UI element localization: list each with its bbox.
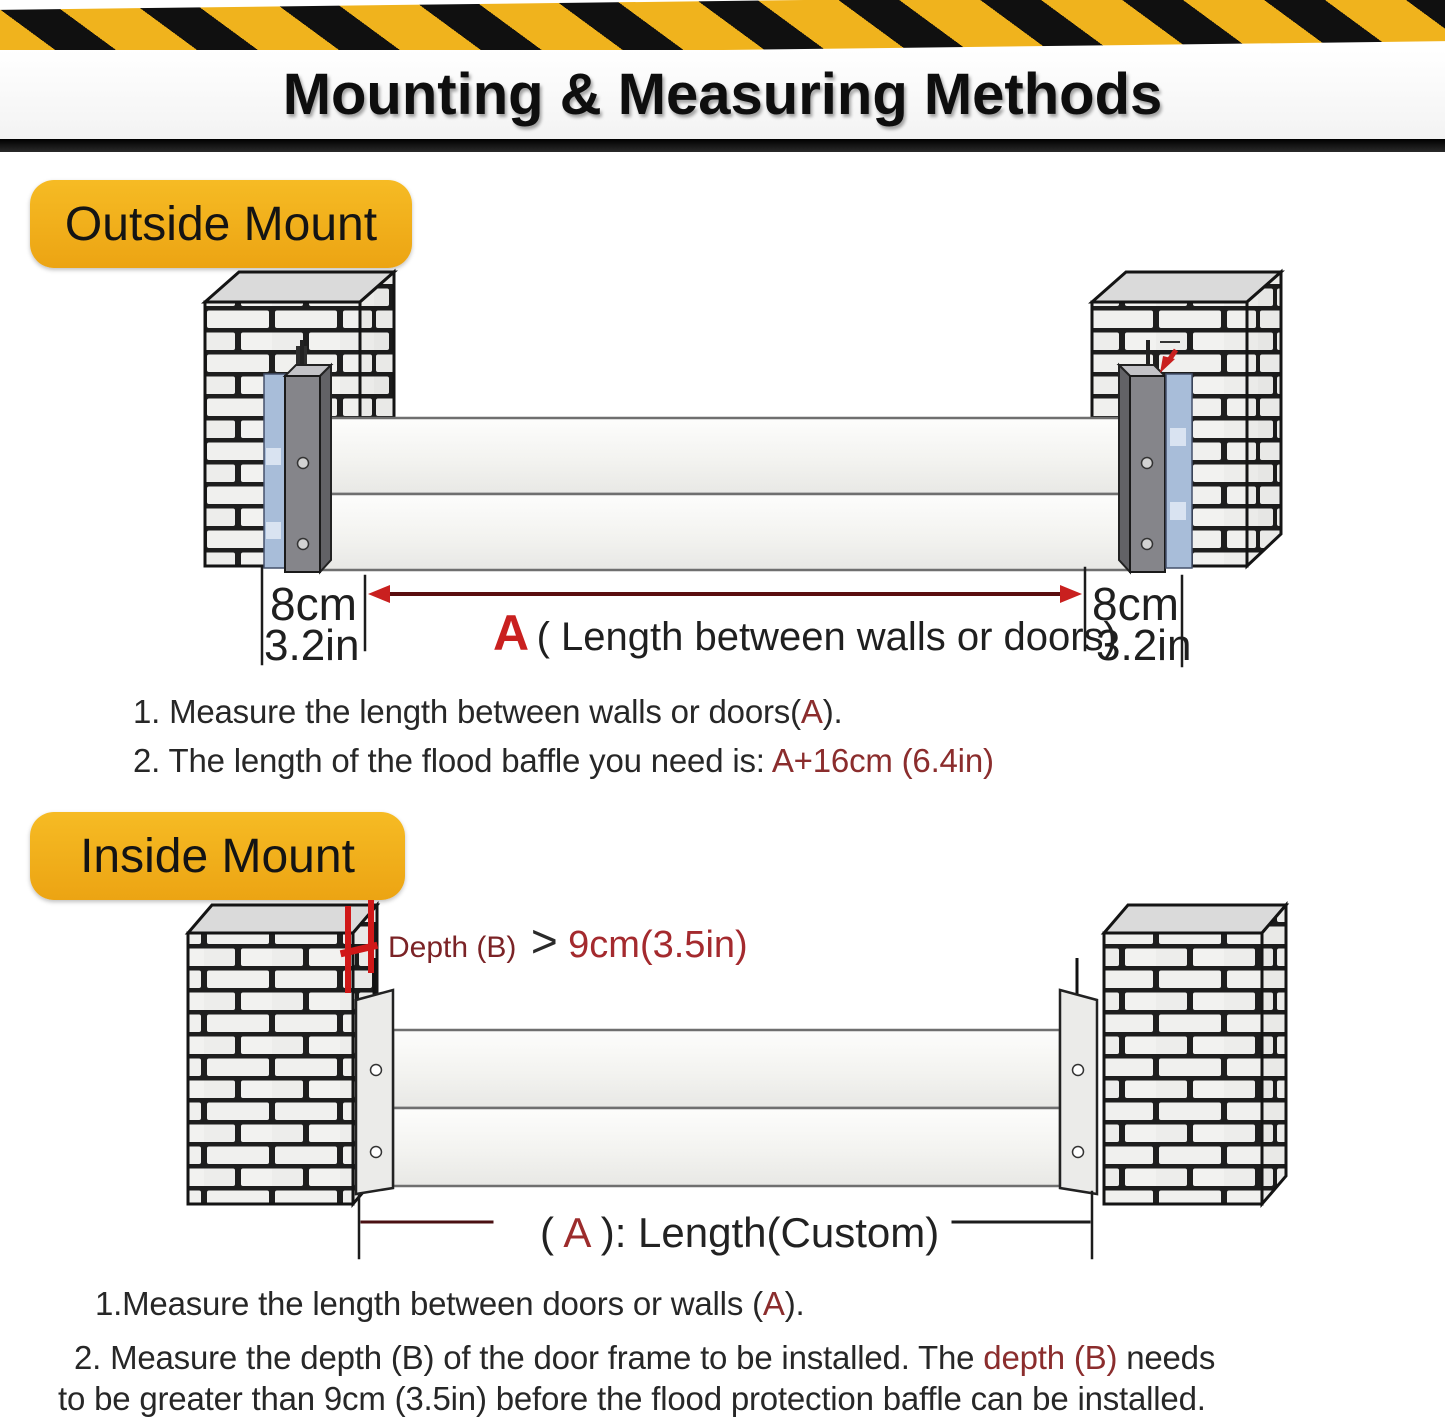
flood-baffle-boards	[393, 1030, 1060, 1186]
outside-mount-badge-label: Outside Mount	[64, 197, 378, 251]
inside-right-pillar	[1104, 905, 1286, 1204]
inside-step-1: 1.Measure the length between doors or walls (A).	[95, 1285, 805, 1322]
right-mounting-post	[1119, 340, 1165, 572]
screw-icon	[371, 1065, 382, 1076]
screw-icon	[1142, 539, 1153, 550]
length-arrow-label: A ( Length between walls or doors)	[493, 605, 1117, 661]
screw-icon	[1073, 1065, 1084, 1076]
left-seal-strip	[264, 374, 285, 568]
outside-mount-badge	[30, 180, 412, 268]
inside-mount-badge	[30, 812, 405, 900]
header	[0, 50, 1445, 139]
left-mounting-post	[285, 340, 331, 572]
screw-icon	[1142, 458, 1153, 469]
dim-left-cm: 8cm	[270, 578, 357, 630]
outside-step-2: 2. The length of the flood baffle you need is: A+16cm (6.4in)	[133, 742, 994, 779]
outside-mount-diagram	[0, 258, 1445, 678]
outside-step-1: 1. Measure the length between walls or doors(A).	[133, 693, 843, 730]
inside-step-2: 2. Measure the depth (B) of the door frame to be installed. The depth (B) needs to be greater than 9cm (3.5in) before the flood protection baffle can be installed.	[58, 1339, 1216, 1417]
screw-icon	[1073, 1147, 1084, 1158]
header-divider-bar	[0, 139, 1445, 152]
inside-mount-badge-label: Inside Mount	[80, 829, 355, 883]
length-label: ( A ): Length(Custom)	[540, 1209, 940, 1256]
depth-label: Depth (B) > 9cm(3.5in)	[388, 915, 748, 967]
dim-left-inch: 3.2in	[264, 621, 360, 670]
flood-baffle-boards	[320, 418, 1133, 570]
inside-mount-diagram	[0, 898, 1445, 1310]
screw-icon	[298, 458, 309, 469]
page-title: Mounting & Measuring Methods	[282, 62, 1163, 127]
dim-right-inch: 3.2in	[1096, 621, 1192, 670]
right-channel-post	[1060, 958, 1097, 1194]
right-seal-strip	[1166, 374, 1192, 568]
dim-right-cm: 8cm	[1092, 578, 1179, 630]
screw-icon	[298, 539, 309, 550]
screw-icon	[371, 1147, 382, 1158]
length-arrow	[368, 585, 1082, 603]
